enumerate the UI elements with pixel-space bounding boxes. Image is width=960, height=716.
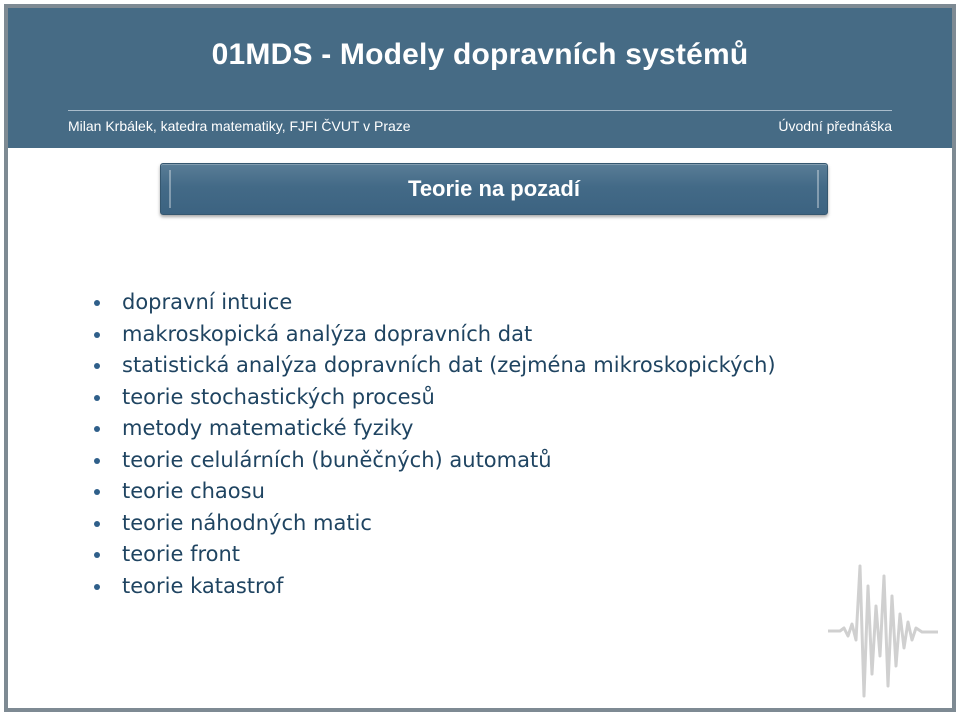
bullet-item (92, 445, 776, 477)
bullet-text: teorie chaosu (122, 479, 265, 503)
bullet-list (92, 287, 776, 602)
slide-title: 01MDS - Modely dopravních systémů (211, 38, 749, 71)
bullet-icon (94, 300, 100, 306)
bullet-icon (94, 584, 100, 590)
bullet-text: teorie stochastických procesů (122, 384, 435, 409)
bullet-icon (94, 521, 100, 527)
bullet-icon (94, 332, 100, 338)
bullet-item (92, 319, 776, 351)
author-line: Milan Krbálek, katedra matematiky, FJFI ČVUT v Praze (68, 118, 411, 134)
bullet-item (92, 476, 776, 508)
bullet-item (92, 571, 776, 603)
bullet-item (92, 413, 776, 445)
bullet-item (92, 539, 776, 571)
bullet-text: dopravní intuice (122, 290, 293, 314)
bullet-icon (94, 552, 100, 558)
section-label: Úvodní přednáška (778, 118, 892, 134)
bullet-text: teorie náhodných matic (122, 510, 372, 535)
bullet-item (92, 382, 776, 414)
bullet-text: teorie celulárních (buněčných) automatů (122, 447, 552, 472)
bullet-text: statistická analýza dopravních dat (zejména mikroskopických) (122, 353, 776, 377)
waveform-icon (828, 556, 938, 706)
slide-header (8, 8, 952, 148)
bullet-text: teorie front (122, 542, 241, 566)
bullet-icon (94, 458, 100, 464)
header-divider (68, 110, 892, 111)
bullet-text: metody matematické fyziky (122, 416, 414, 440)
bullet-icon (94, 489, 100, 495)
bullet-item (92, 508, 776, 540)
bullet-item (92, 287, 776, 319)
bullet-icon (94, 395, 100, 401)
bullet-item (92, 350, 776, 382)
topic-title: Teorie na pozadí (408, 176, 580, 201)
bullet-icon (94, 363, 100, 369)
bullet-text: teorie katastrof (122, 573, 284, 598)
bullet-text: makroskopická analýza dopravních dat (122, 321, 533, 346)
bullet-icon (94, 426, 100, 432)
topic-banner (160, 163, 828, 215)
